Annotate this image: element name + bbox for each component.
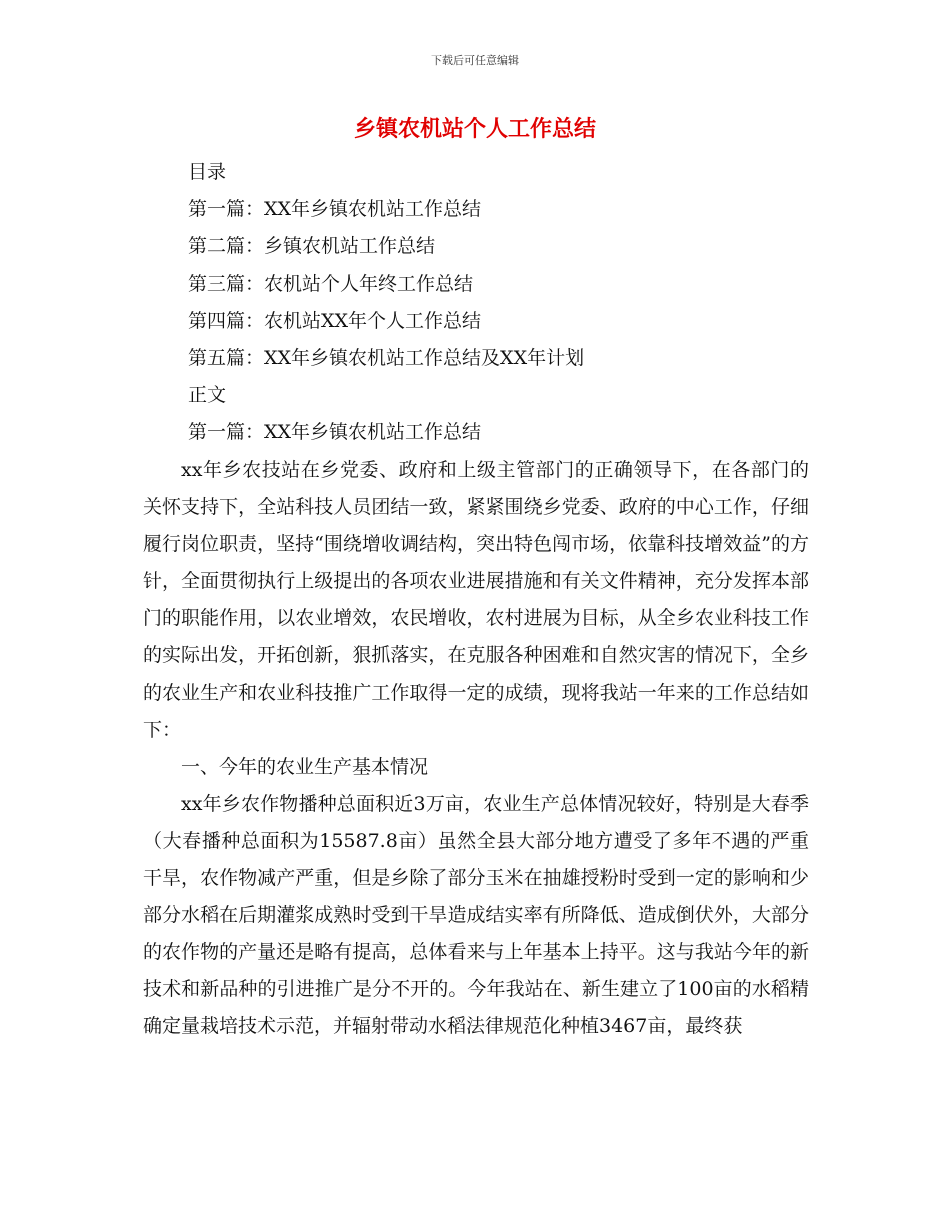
toc-item: 第三篇：农机站个人年终工作总结	[188, 272, 474, 295]
chapter-heading: 第一篇：XX年乡镇农机站工作总结	[188, 421, 482, 444]
body-paragraph: xx年乡农技站在乡党委、政府和上级主管部门的正确领导下，在各部门的关怀支持下，全站科技人员团结一致，紧紧围绕乡党委、政府的中心工作，仔细履行岗位职责，坚持“围绕增收调结构，突出特色闯市场，依靠科技增效益”的方针，全面贯彻执行上级提出的各项农业进展措施和有关文件精神，充分发挥本部门的职能作用，以农业增效，农民增收，农村进展为目标，从全乡农业科技工作的实际出发，开拓创新，狠抓落实，在克服各种困难和自然灾害的情况下，全乡的农业生产和农业科技推广工作取得一定的成绩，现将我站一年来的工作总结如下：	[143, 459, 809, 741]
document-body	[143, 452, 809, 1046]
toc-item: 第五篇：XX年乡镇农机站工作总结及XX年计划	[188, 347, 585, 370]
body-paragraph: xx年乡农作物播种总面积近3万亩，农业生产总体情况较好，特别是大春季（大春播种总面积为15587.8亩）虽然全县大部分地方遭受了多年不遇的严重干旱，农作物减产严重，但是乡除了部分玉米在抽雄授粉时受到一定的影响和少部分水稻在后期灌浆成熟时受到干旱造成结实率有所降低、造成倒伏外，大部分的农作物的产量还是略有提高，总体看来与上年基本上持平。这与我站今年的新技术和新品种的引进推广是分不开的。今年我站在、新生建立了100亩的水稻精确定量栽培技术示范，并辐射带动水稻法律规范化种植3467亩，最终获	[143, 792, 809, 1038]
toc-item: 第一篇：XX年乡镇农机站工作总结	[188, 198, 482, 221]
toc-item: 第四篇：农机站XX年个人工作总结	[188, 309, 482, 332]
table-of-contents	[188, 154, 828, 452]
page-header: 下载后可任意编辑	[431, 54, 519, 67]
document-title: 乡镇农机站个人工作总结	[353, 117, 596, 142]
section-heading: 一、今年的农业生产基本情况	[181, 755, 429, 778]
toc-item: 第二篇：乡镇农机站工作总结	[188, 235, 436, 258]
body-label: 正文	[188, 384, 227, 407]
toc-label: 目录	[188, 161, 227, 183]
